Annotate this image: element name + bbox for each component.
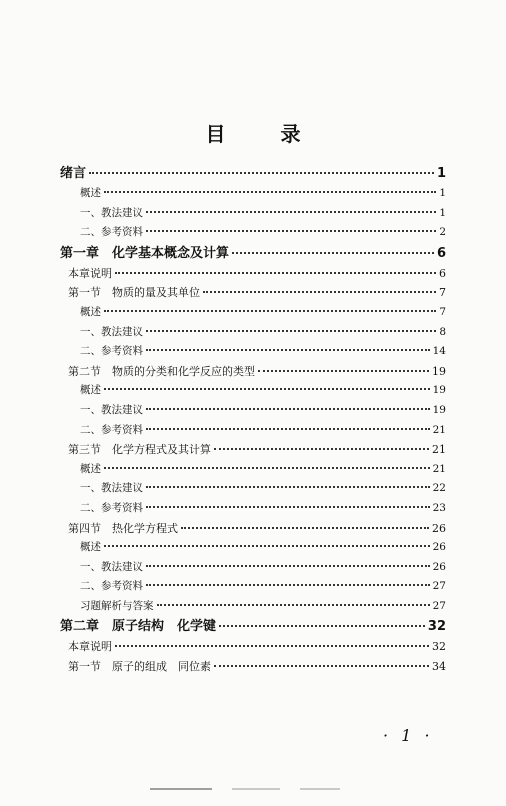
toc-section-entry (60, 283, 446, 303)
toc-entry-label: 概述 (80, 541, 101, 554)
toc-entry-page: 23 (432, 501, 446, 514)
toc-entry-page: 21 (432, 423, 446, 436)
dot-leader (104, 467, 430, 469)
toc-entry-page: 8 (439, 325, 446, 338)
dot-leader (115, 645, 429, 647)
toc-chapter-entry (60, 243, 446, 264)
toc-entry-label: 第二章 原子结构 化学键 (60, 619, 217, 635)
dot-leader (146, 408, 430, 410)
toc-entry-page: 19 (432, 403, 446, 416)
dot-leader (146, 565, 430, 567)
toc-entry-label: 第一章 化学基本概念及计算 (60, 245, 230, 261)
toc-entry-label: 本章说明 (68, 640, 112, 654)
toc-entry-page: 32 (432, 640, 446, 654)
toc-chapter-entry (60, 163, 446, 184)
toc-entry-label: 一、教法建议 (80, 325, 143, 338)
toc-entry-label: 二、参考资料 (80, 345, 143, 358)
toc-entry-label: 一、教法建议 (80, 560, 143, 573)
toc-entry-label: 二、参考资料 (80, 580, 143, 593)
toc-entry-label: 习题解析与答案 (80, 599, 154, 612)
toc-entry-page: 7 (439, 286, 446, 300)
toc-entry-label: 一、教法建议 (80, 206, 143, 219)
toc-entry-page: 6 (436, 245, 446, 261)
dot-leader (258, 370, 429, 372)
toc-entry-label: 第四节 热化学方程式 (68, 521, 178, 535)
dot-leader (219, 625, 425, 627)
dot-leader (104, 310, 436, 312)
scan-artifact-line (232, 788, 280, 790)
toc-section-entry (60, 362, 446, 382)
toc-section-entry (60, 657, 446, 677)
toc-entry-label: 第三节 化学方程式及其计算 (68, 443, 211, 457)
dot-leader (146, 230, 436, 232)
dot-leader (146, 486, 430, 488)
toc-entry-label: 第一节 物质的量及其单位 (68, 286, 200, 300)
toc-subsection-entry (60, 401, 446, 421)
toc-entry-label: 概述 (80, 462, 101, 475)
toc-entry-page: 27 (432, 599, 446, 612)
toc-entry-label: 绪言 (60, 166, 87, 181)
toc-entry-page: 14 (432, 345, 446, 358)
toc-entry-label: 概述 (80, 384, 101, 397)
dot-leader (203, 291, 436, 293)
dot-leader (104, 388, 430, 390)
toc-subsection-entry (60, 381, 446, 401)
toc-subsection-entry (60, 538, 446, 558)
toc-entry-label: 第一节 原子的组成 同位素 (68, 660, 211, 674)
scan-artifact-line (300, 788, 340, 790)
toc-entry-page: 1 (439, 187, 446, 199)
toc-entry-label: 概述 (80, 305, 101, 318)
toc-entry-label: 一、教法建议 (80, 482, 143, 495)
dot-leader (104, 191, 436, 193)
toc-entry-page: 26 (432, 521, 446, 535)
dot-leader (214, 448, 429, 450)
dot-leader (104, 545, 430, 547)
toc-subsection-entry (60, 558, 446, 578)
page-number: · 1 · (383, 726, 434, 745)
toc-entry-page: 19 (432, 384, 446, 397)
toc-subsection-entry (60, 597, 446, 617)
toc-entry-page: 27 (432, 580, 446, 593)
toc-entry-page: 26 (432, 560, 446, 573)
dot-leader (181, 527, 429, 529)
toc-entry-label: 二、参考资料 (80, 226, 143, 239)
toc-entry-label: 二、参考资料 (80, 501, 143, 514)
toc-entry-label: 一、教法建议 (80, 403, 143, 416)
dot-leader (157, 604, 430, 606)
toc-subsection-entry (60, 499, 446, 519)
toc-subsection-entry (60, 204, 446, 224)
dot-leader (89, 172, 434, 174)
toc-subsection-entry (60, 303, 446, 323)
toc-entry-page: 32 (427, 619, 446, 635)
scan-artifact-line (150, 788, 212, 790)
toc-entry-page: 21 (432, 443, 446, 457)
dot-leader (146, 211, 436, 213)
dot-leader (146, 506, 430, 508)
toc-entry-label: 第二节 物质的分类和化学反应的类型 (68, 364, 255, 378)
toc-section-entry (60, 440, 446, 460)
table-of-contents (60, 163, 446, 677)
toc-subsection-entry (60, 184, 446, 204)
toc-entry-page: 22 (432, 482, 446, 495)
toc-subsection-entry (60, 323, 446, 343)
toc-entry-page: 6 (439, 266, 446, 280)
dot-leader (146, 330, 436, 332)
toc-entry-page: 34 (432, 660, 446, 674)
toc-subsection-entry (60, 460, 446, 480)
toc-section-entry (60, 519, 446, 539)
toc-section-entry (60, 264, 446, 284)
toc-entry-page: 1 (439, 206, 446, 219)
toc-subsection-entry (60, 577, 446, 597)
toc-entry-label: 概述 (80, 187, 101, 199)
dot-leader (146, 349, 430, 351)
toc-subsection-entry (60, 223, 446, 243)
toc-entry-label: 本章说明 (68, 266, 112, 280)
dot-leader (214, 665, 429, 667)
toc-entry-page: 26 (432, 541, 446, 554)
dot-leader (115, 272, 436, 274)
toc-subsection-entry (60, 479, 446, 499)
toc-subsection-entry (60, 421, 446, 441)
toc-entry-page: 1 (436, 166, 446, 181)
page-title: 目 录 (205, 122, 325, 146)
toc-entry-label: 二、参考资料 (80, 423, 143, 436)
dot-leader (146, 428, 430, 430)
toc-entry-page: 19 (432, 364, 446, 378)
toc-entry-page: 2 (439, 226, 446, 239)
dot-leader (146, 584, 430, 586)
dot-leader (232, 252, 434, 254)
toc-entry-page: 7 (439, 305, 446, 318)
toc-section-entry (60, 637, 446, 657)
toc-entry-page: 21 (432, 462, 446, 475)
toc-chapter-entry (60, 616, 446, 637)
toc-subsection-entry (60, 342, 446, 362)
